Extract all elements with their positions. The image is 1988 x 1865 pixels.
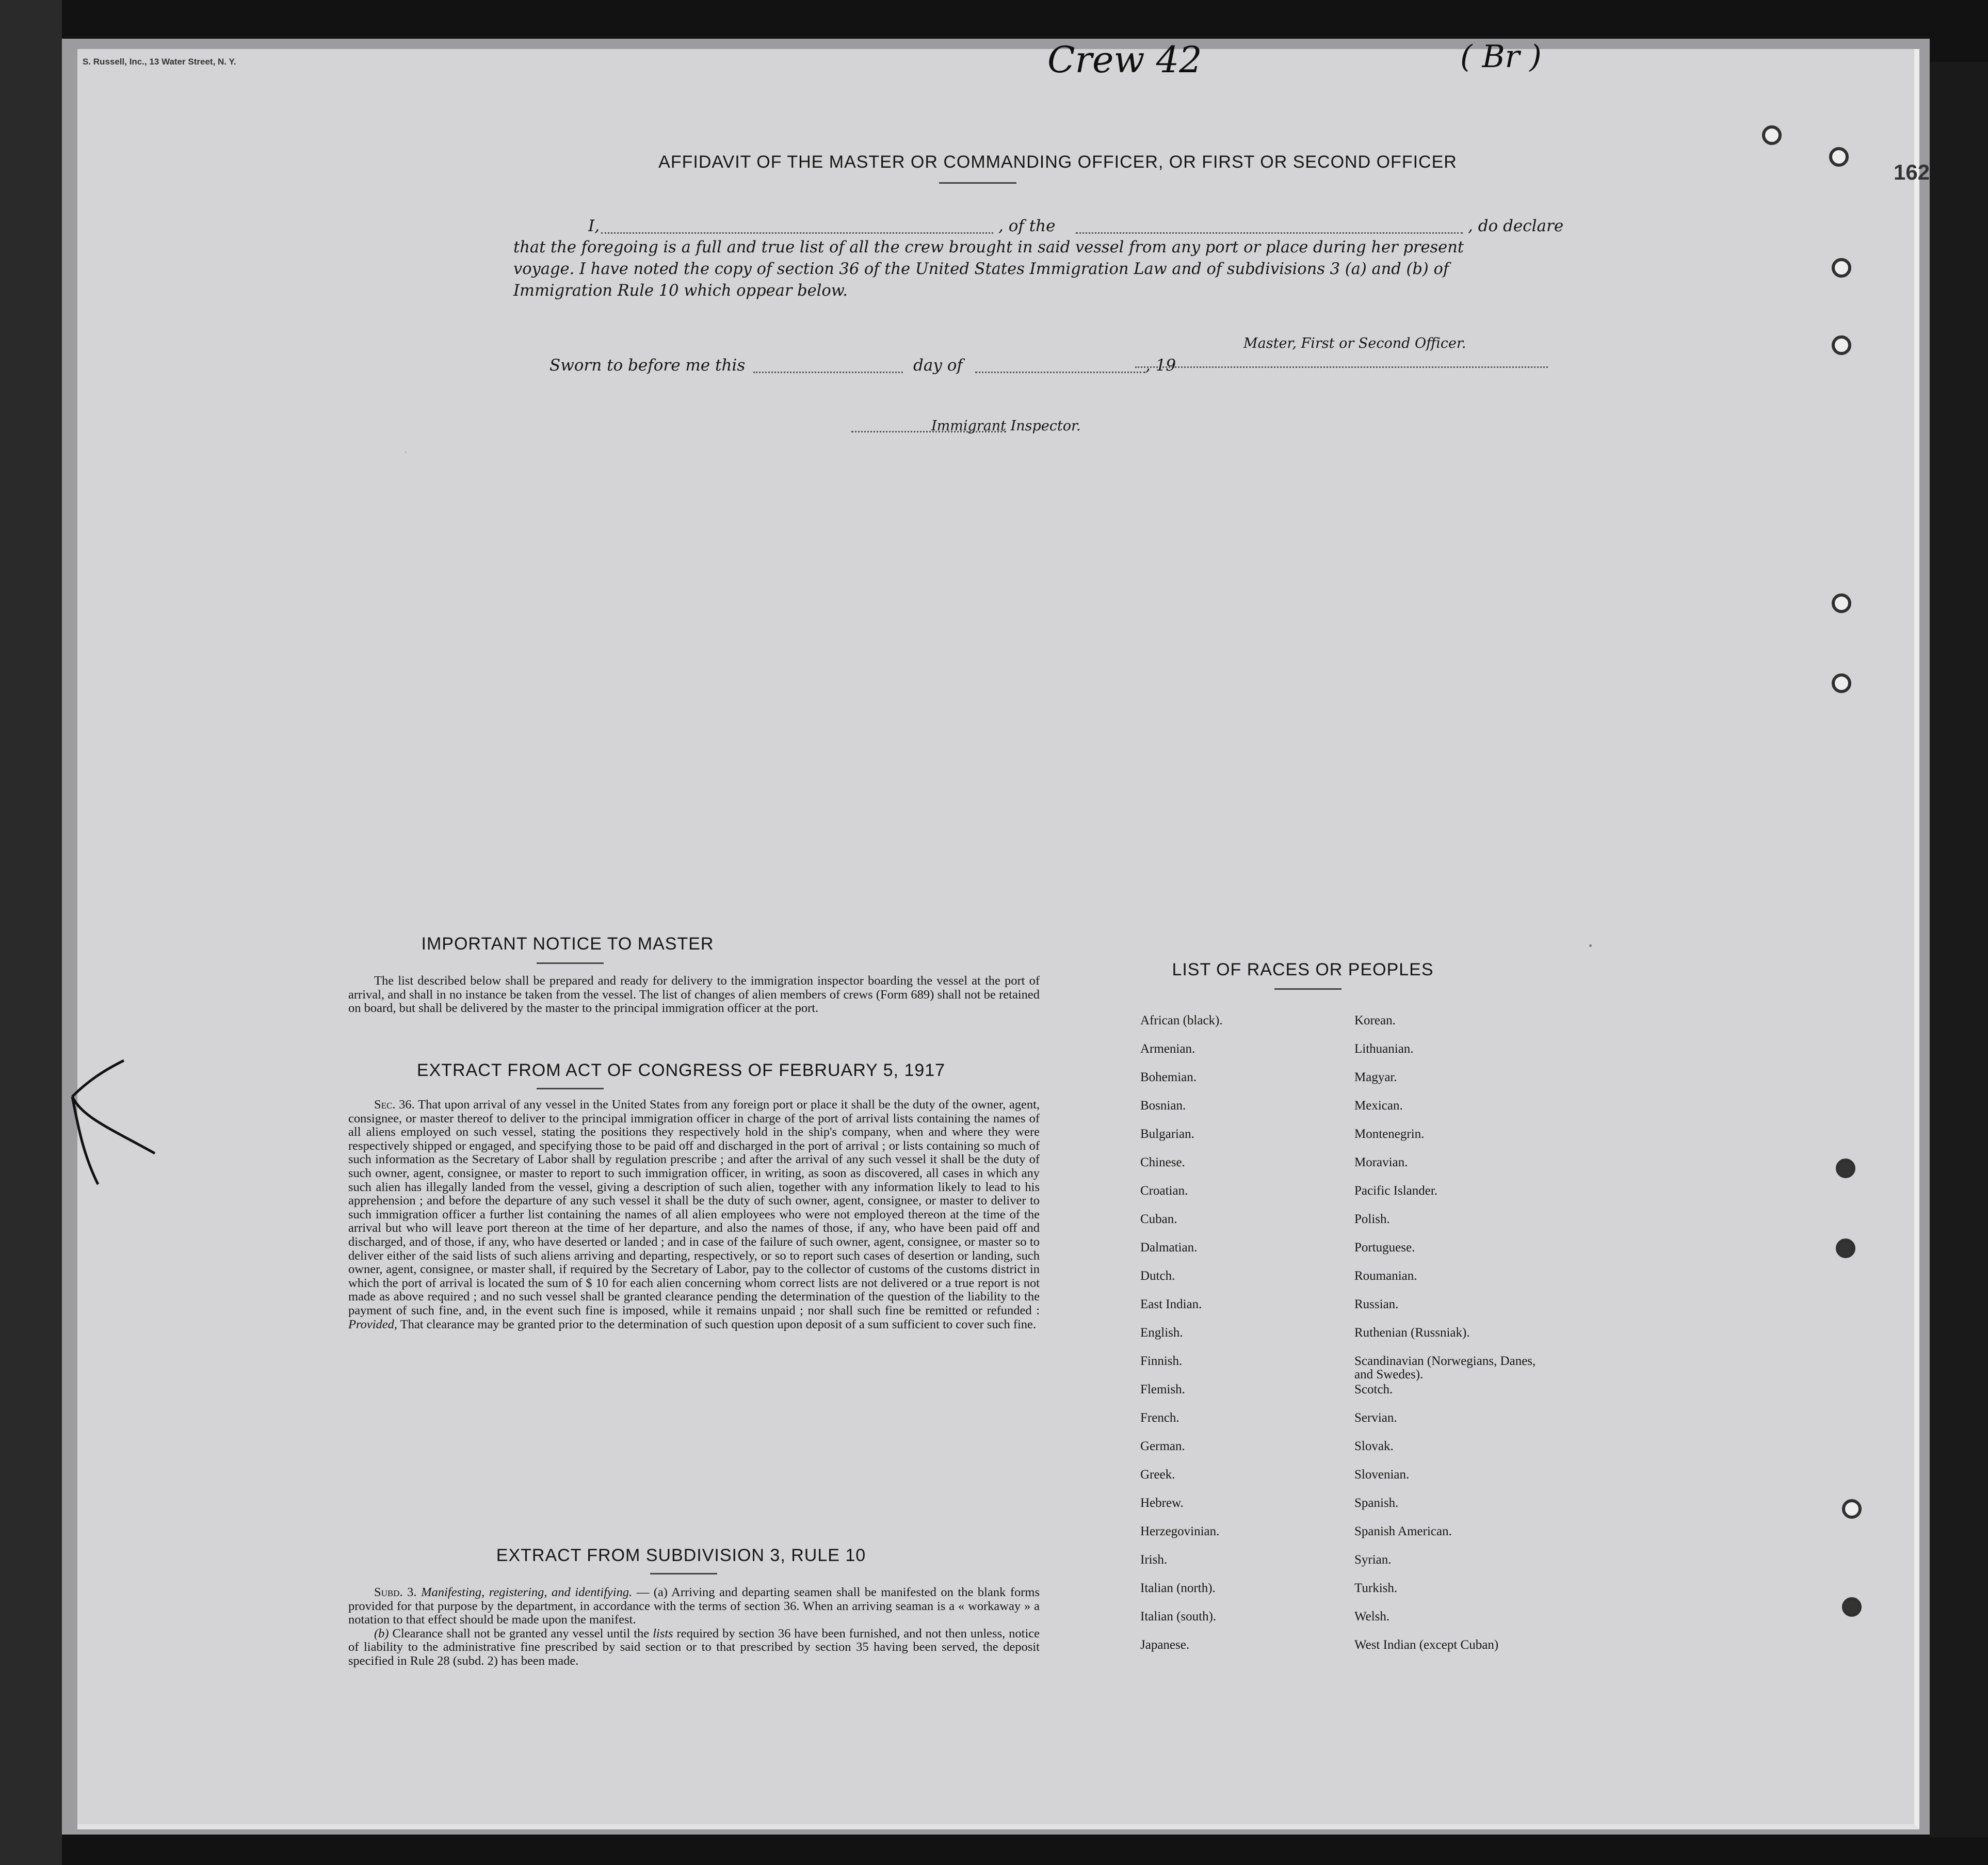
races-column-2 [1354,1014,1550,1667]
race-item: Italian (south). [1140,1610,1217,1623]
race-item: Scotch. [1354,1382,1393,1396]
race-item: Hebrew. [1140,1496,1184,1510]
act-extract-rule [537,1088,604,1089]
race-item: Greek. [1140,1468,1175,1482]
punch-hole [1832,673,1851,693]
races-title: LIST OF RACES OR PEOPLES [1172,960,1434,979]
handwritten-crew-note: Crew 42 [1047,39,1202,81]
race-item: Welsh. [1354,1610,1390,1623]
race-item: Cuban. [1140,1212,1177,1226]
rule-extract-title: EXTRACT FROM SUBDIVISION 3, RULE 10 [496,1546,866,1565]
race-item: Pacific Islander. [1354,1184,1438,1198]
scanner-background-left [0,0,62,1865]
race-item: Ruthenian (Russniak). [1354,1326,1470,1340]
race-item: Portuguese. [1354,1241,1415,1255]
race-item: Syrian. [1354,1553,1392,1567]
punch-hole [1842,1499,1862,1519]
race-item: English. [1140,1326,1183,1340]
sworn-before-label: Sworn to before me this [549,356,746,375]
rule-para-b [348,1627,1040,1668]
binding-string [52,1040,175,1195]
affidavit-i: I, [588,217,600,235]
race-item: Finnish. [1140,1354,1183,1368]
master-signature-line [1135,366,1548,368]
ink-speck [1589,944,1592,947]
punch-hole [1836,1159,1855,1178]
para-a-text: Arriving and departing seamen shall be manifested on the blank forms provided for that purpose by the department, in accordance with the terms of section 36. When an arriving seaman is a « workaway » a notation to that effect should be made upon the manifest. [348,1585,1040,1627]
punch-hole [1842,1597,1862,1617]
race-item: West Indian (except Cuban) [1354,1638,1499,1652]
master-signature-label: Master, First or Second Officer. [1243,335,1466,351]
race-item: Spanish American. [1354,1524,1452,1538]
para-b-lists: lists [653,1626,673,1641]
race-item: Irish. [1140,1553,1168,1567]
notice-title: IMPORTANT NOTICE TO MASTER [421,934,714,954]
race-item: Montenegrin. [1354,1127,1425,1141]
section-label: Sec. 36. [374,1098,415,1112]
printer-imprint: S. Russell, Inc., 13 Water Street, N. Y. [83,57,236,67]
race-item: Moravian. [1354,1155,1408,1169]
race-item: Dutch. [1140,1269,1175,1283]
page-number: 162 [1894,160,1930,184]
provided-label: Provided, [348,1317,398,1331]
section-36-text [348,1098,1040,1331]
race-item: Herzegovinian. [1140,1524,1220,1538]
race-item: East Indian. [1140,1297,1202,1311]
race-item: African (black). [1140,1014,1223,1027]
race-item: Flemish. [1140,1382,1185,1396]
races-column-1 [1140,1014,1347,1667]
race-item: Croatian. [1140,1184,1188,1198]
subd-heading: Manifesting, registering, and identifying. [421,1585,633,1599]
para-b-label: (b) [374,1626,389,1641]
affidavit-do-declare: , do declare [1468,217,1564,235]
race-item: Dalmatian. [1140,1241,1198,1255]
race-item: Turkish. [1354,1581,1398,1595]
race-item: Bohemian. [1140,1070,1197,1084]
race-item: Mexican. [1354,1099,1403,1113]
handwritten-corner-note: ( Br ) [1460,39,1542,75]
race-item: Italian (north). [1140,1581,1216,1595]
races-rule [1274,988,1342,990]
notice-text: The list described below shall be prepared and ready for delivery to the immigration inspector boarding the vessel at the port of arrival, and shall in no instance be taken from the vessel. The list of changes of alien members of crews (Form 689) shall not be retained on board, but shall be delivered by the master to the principal immigration officer at the port. [348,974,1040,1016]
race-item: Slovak. [1354,1439,1394,1453]
section-36-body: That upon arrival of any vessel in the United States from any foreign port or place it shall be the duty of the owner, agent, consignee, or master thereof to deliver to the principal immigration officer in charge of the port of arrival lists containing the names of all aliens employed on such vessel, stating the positions they respectively hold in the ship's company, when and where they were respectively shipped or engaged, and specifying those to be paid off and discharged in the port of arrival ; or lists containing so much of such information as the Secretary of Labor shall by regulation prescribe ; and after the arrival of any such vessel it shall be the duty of such owner, agent, consignee, or master to report to such immigration officer, in writing, as soon as discovered, all cases in which any such alien has illegally landed from the vessel, giving a description of such alien, together with any information likely to lead to his apprehension ; and before the departure of any such vessel it shall be the duty of such owner, agent, consignee, or master to deliver to such immigration officer a further list containing the names of all alien employees who were not employed thereon at the time of the arrival but who will leave port thereon at the time of her departure, and also the names of those, if any, who have been paid off and discharged, and of those, if any, who have deserted or landed ; and in case of the failure of such owner, agent, consignee, or master so to deliver either of the said lists of such aliens arriving and departing, respectively, or so to report such cases of desertion or landing, such owner, agent, consignee, or master shall, if required by the Secretary of Labor, pay to the collector of customs of the customs district in which the port of arrival is located the sum of $ 10 for each alien concerning whom correct lists are not delivered or a true report is not made as above required ; and no such vessel shall be granted clearance pending the determination of the question of the liability to the payment of such fine, and, in the event such fine is imposed, while it remains unpaid ; nor shall such fine be remitted or refunded : [348,1098,1040,1317]
bleed-through-mark: · [402,446,410,459]
punch-hole [1832,258,1851,278]
punch-hole [1836,1239,1855,1258]
year-label: , 19 [1145,356,1176,375]
para-a-label: (a) [653,1585,668,1599]
affidavit-line-3: voyage. I have noted the copy of section 36 of the United States Immigration Law and of subdivisions 3 (a) and (b) of [513,260,1449,278]
notice-rule [537,962,604,964]
rule-10-text [348,1586,1040,1668]
affidavit-line-4: Immigration Rule 10 which oppear below. [513,282,848,300]
race-item: Scandinavian (Norwegians, Danes, and Swedes). [1354,1354,1536,1381]
race-item: Chinese. [1140,1155,1185,1169]
rule-para-a: Subd. 3. Manifesting, registering, and identifying. — (a) Arriving and departing seamen shall be manifested on the blank forms provided for that purpose by the department, in accordance with the terms of section 36. When an arriving seaman is a « workaway » a notation to that effect should be made upon the manifest. [348,1585,1040,1627]
race-item: Armenian. [1140,1042,1195,1056]
act-extract-title: EXTRACT FROM ACT OF CONGRESS OF FEBRUARY 5, 1917 [416,1060,946,1080]
para-b-start: Clearance shall not be granted any vessel until the [392,1626,650,1641]
punch-hole [1762,125,1782,145]
race-item: Lithuanian. [1354,1042,1414,1056]
affidavit-of-the: , of the [998,217,1056,235]
race-item: Korean. [1354,1014,1396,1027]
day-of-label: day of [913,356,963,375]
scanner-background-right [1930,62,1988,1837]
race-item: Slovenian. [1354,1468,1410,1482]
punch-hole [1832,593,1851,613]
race-item: Russian. [1354,1297,1399,1311]
affidavit-line-2: that the foregoing is a full and true list of all the crew brought in said vessel from any port or place during her present [513,238,1464,256]
month-blank [975,372,1145,373]
race-item: Bosnian. [1140,1099,1186,1113]
manifest-page [77,39,1930,1829]
name-blank [601,232,993,234]
punch-hole [1829,147,1849,167]
race-item: French. [1140,1411,1179,1425]
affidavit-declaration [513,217,1576,310]
race-item: Japanese. [1140,1638,1190,1652]
para-b-rest: required by section 36 have been furnished, and not then unless, notice of liability to the administrative fine prescribed by said section or to that prescribed by section 35 having been served, the deposit specified in Rule 28 (subd. 2) has been made. [348,1626,1040,1668]
rule-extract-rule [650,1573,717,1574]
punch-hole [1832,335,1851,355]
affidavit-title: AFFIDAVIT OF THE MASTER OR COMMANDING OFFICER, OR FIRST OR SECOND OFFICER [658,152,1457,172]
race-item: Magyar. [1354,1070,1397,1084]
subd-label: Subd. 3. [374,1585,417,1599]
race-item: Bulgarian. [1140,1127,1194,1141]
race-item: Polish. [1354,1212,1390,1226]
sworn-day-blank [753,372,903,373]
race-item: Spanish. [1354,1496,1399,1510]
provided-text: That clearance may be granted prior to the determination of such question upon deposit of a sum sufficient to cover such fine. [400,1317,1037,1331]
race-item: Servian. [1354,1411,1397,1425]
inspector-signature-label: Immigrant Inspector. [931,418,1081,434]
title-rule [939,182,1016,184]
race-item: Roumanian. [1354,1269,1417,1283]
vessel-blank [1076,232,1463,234]
race-item: German. [1140,1439,1185,1453]
